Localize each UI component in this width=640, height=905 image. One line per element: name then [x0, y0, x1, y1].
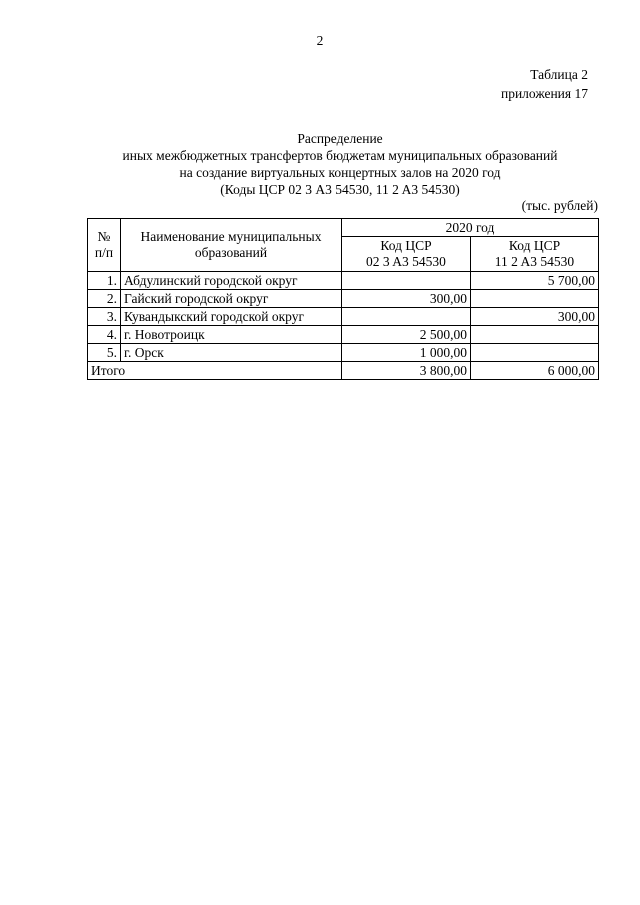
row-amount-b: 300,00 [471, 308, 599, 326]
row-amount-a: 1 000,00 [342, 344, 471, 362]
header-code-b-line-2: 11 2 A3 54530 [494, 254, 575, 269]
row-amount-a [342, 308, 471, 326]
row-municipality: Абдулинский городской округ [121, 272, 342, 290]
row-amount-b: 5 700,00 [471, 272, 599, 290]
title-line-3: на создание виртуальных концертных залов на 2020 год [179, 165, 501, 180]
row-amount-a: 300,00 [342, 290, 471, 308]
units-label: (тыс. рублей) [521, 198, 598, 213]
row-amount-a: 2 500,00 [342, 326, 471, 344]
row-municipality: г. Новотроицк [121, 326, 342, 344]
header-code-a-line-2: 02 3 A3 54530 [366, 254, 446, 269]
header-number [88, 219, 121, 272]
table-row [88, 290, 599, 308]
row-number: 2. [88, 290, 121, 308]
header-number-line-1: № [97, 229, 111, 244]
row-number: 1. [88, 272, 121, 290]
table-header-row [88, 219, 599, 237]
table-row [88, 272, 599, 290]
title-line-2: иных межбюджетных трансфертов бюджетам муниципальных образований [122, 148, 558, 163]
row-number: 5. [88, 344, 121, 362]
row-number: 3. [88, 308, 121, 326]
total-amount-a: 3 800,00 [342, 362, 471, 380]
row-municipality: г. Орск [121, 344, 342, 362]
row-amount-a [342, 272, 471, 290]
row-amount-b [471, 344, 599, 362]
table-row [88, 326, 599, 344]
table-row [88, 344, 599, 362]
header-year: 2020 год [342, 219, 599, 237]
total-label: Итого [88, 362, 342, 380]
row-number: 4. [88, 326, 121, 344]
header-municipality [121, 219, 342, 272]
header-code-a [342, 237, 471, 272]
title-line-4: (Коды ЦСР 02 3 A3 54530, 11 2 A3 54530) [220, 182, 460, 197]
caption-appendix-label: приложения 17 [500, 86, 588, 101]
total-amount-b: 6 000,00 [471, 362, 599, 380]
title-line-1: Распределение [297, 131, 383, 146]
row-municipality: Кувандыкский городской округ [121, 308, 342, 326]
header-municipality-line-1: Наименование муниципальных [140, 229, 322, 244]
row-municipality: Гайский городской округ [121, 290, 342, 308]
row-amount-b [471, 290, 599, 308]
header-number-line-2: п/п [94, 245, 114, 260]
header-code-a-line-1: Код ЦСР [380, 238, 432, 253]
table-row [88, 308, 599, 326]
document-title [60, 130, 620, 198]
header-code-b-line-1: Код ЦСР [508, 238, 561, 253]
table-caption [501, 65, 588, 103]
row-amount-b [471, 326, 599, 344]
header-code-b [471, 237, 599, 272]
page-number: 2 [316, 33, 324, 48]
allocation-table [87, 218, 599, 380]
header-municipality-line-2: образований [194, 245, 268, 260]
table-total-row [88, 362, 599, 380]
caption-table-label: Таблица 2 [530, 67, 588, 82]
